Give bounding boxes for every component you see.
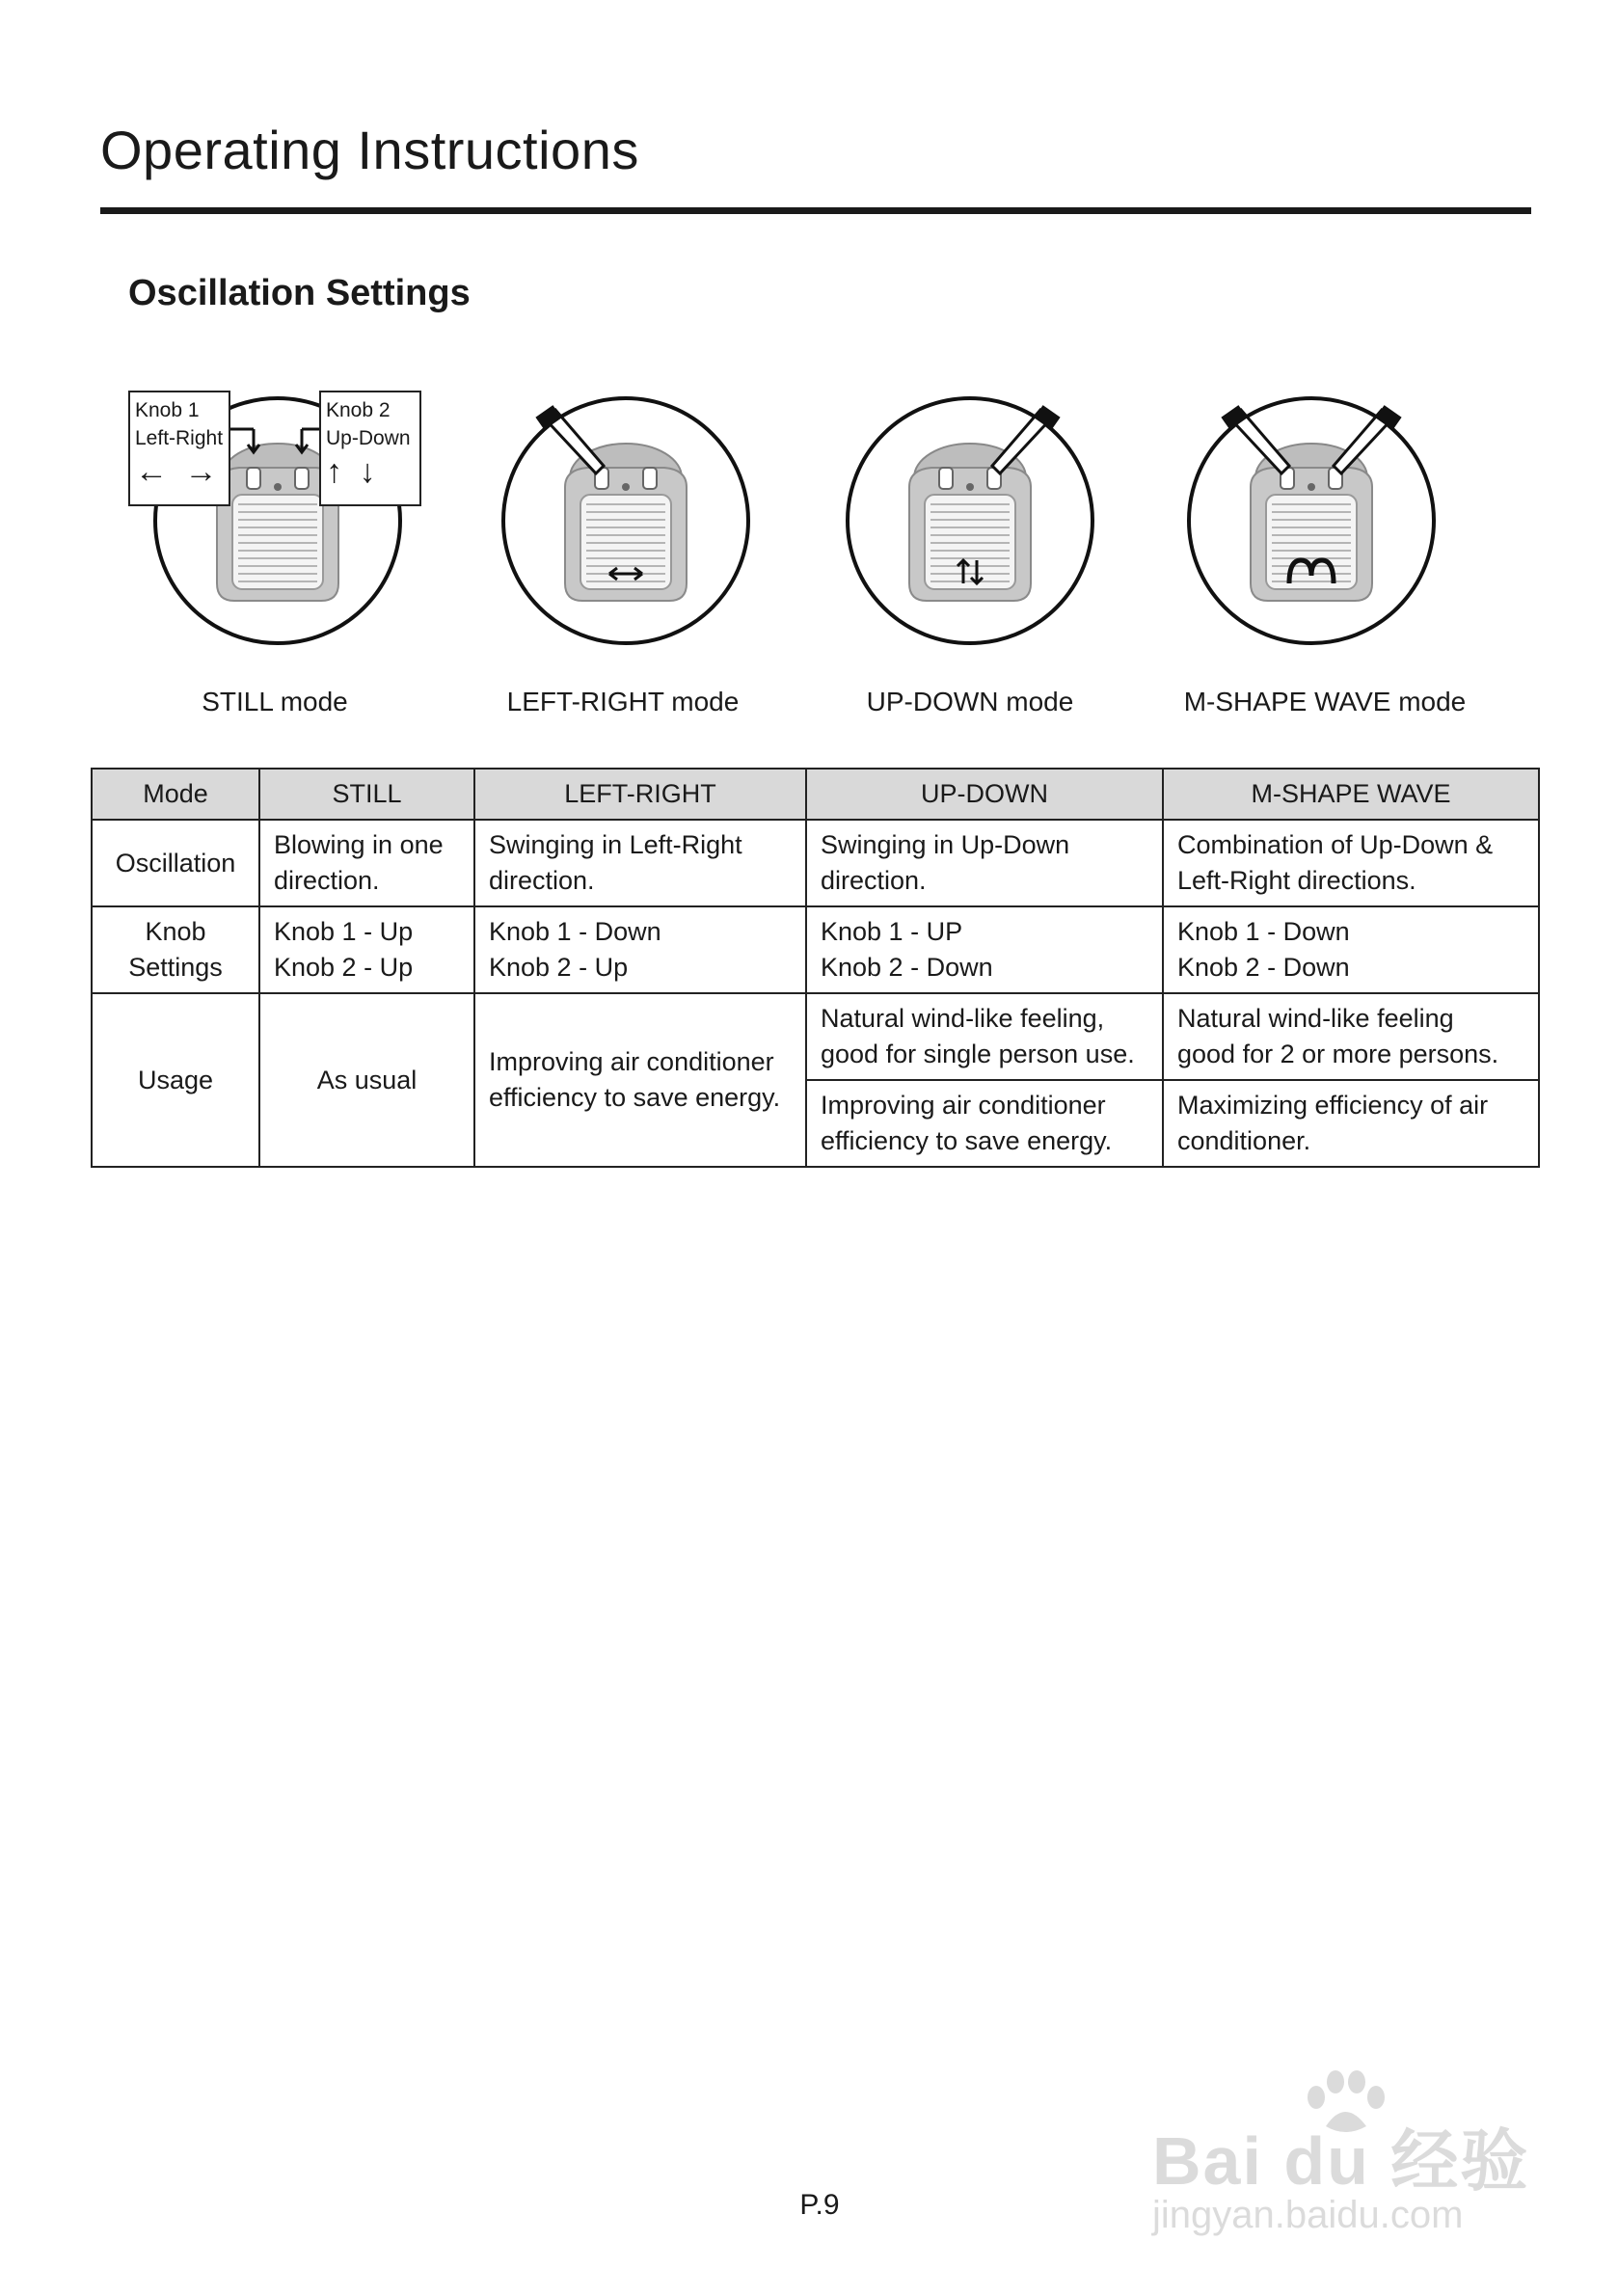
cell-oscillation-left-right: Swinging in Left-Right direction.	[474, 820, 806, 906]
knob2-name: Knob 2	[326, 399, 391, 421]
knob1-name: Knob 1	[135, 399, 200, 421]
table-header-row	[92, 769, 1539, 820]
cell-usage-up-down-2: Improving air conditioner efficiency to save energy.	[806, 1080, 1163, 1167]
knob1-label-box	[128, 391, 230, 506]
cell-oscillation-still: Blowing in one direction.	[259, 820, 474, 906]
row-label-oscillation: Oscillation	[92, 820, 259, 906]
knob2-axis: Up-Down	[326, 427, 411, 449]
table-row-oscillation	[92, 820, 1539, 906]
cell-knob-left-right: Knob 1 - Down Knob 2 - Up	[474, 906, 806, 993]
left-right-mode-fan-illustration	[496, 391, 756, 651]
row-label-knob-settings: Knob Settings	[92, 906, 259, 993]
watermark-url: jingyan.baidu.com	[1152, 2194, 1464, 2236]
header-up-down: UP-DOWN	[806, 769, 1163, 820]
left-right-arrows-icon: ← →	[135, 453, 222, 490]
left-right-mode-caption: LEFT-RIGHT mode	[506, 687, 740, 716]
cell-usage-m-shape-1: Natural wind-like feeling good for 2 or more persons.	[1163, 993, 1539, 1080]
header-still: STILL	[259, 769, 474, 820]
oscillation-settings-table	[91, 768, 1540, 1168]
header-mode: Mode	[92, 769, 259, 820]
m-shape-mode-caption: M-SHAPE WAVE mode	[1183, 687, 1467, 716]
cell-usage-still: As usual	[259, 993, 474, 1167]
knob2-label-box	[319, 391, 421, 506]
still-mode-caption: STILL mode	[202, 687, 348, 716]
cell-oscillation-up-down: Swinging in Up-Down direction.	[806, 820, 1163, 906]
watermark-brand: Bai du 经验	[1152, 2123, 1530, 2199]
knob1-axis: Left-Right	[135, 427, 224, 449]
section-title: Oscillation Settings	[128, 273, 471, 313]
cell-knob-still: Knob 1 - Up Knob 2 - Up	[259, 906, 474, 993]
header-left-right: LEFT-RIGHT	[474, 769, 806, 820]
m-shape-mode-fan-illustration	[1181, 391, 1442, 651]
cell-usage-up-down-1: Natural wind-like feeling, good for single person use.	[806, 993, 1163, 1080]
cell-knob-up-down: Knob 1 - UP Knob 2 - Down	[806, 906, 1163, 993]
page-number: P.9	[799, 2189, 840, 2221]
cell-oscillation-m-shape: Combination of Up-Down & Left-Right directions.	[1163, 820, 1539, 906]
baidu-watermark	[1152, 2068, 1538, 2242]
header-m-shape-wave: M-SHAPE WAVE	[1163, 769, 1539, 820]
table-row-knob-settings	[92, 906, 1539, 993]
up-down-mode-fan-illustration	[840, 391, 1100, 651]
cell-knob-m-shape: Knob 1 - Down Knob 2 - Down	[1163, 906, 1539, 993]
table-row-usage-1	[92, 993, 1539, 1080]
cell-usage-left-right: Improving air conditioner efficiency to save energy.	[474, 993, 806, 1167]
up-down-arrows-icon: ↑ ↓	[326, 453, 380, 490]
page-title: Operating Instructions	[100, 120, 639, 180]
row-label-usage: Usage	[92, 993, 259, 1167]
title-rule	[100, 207, 1531, 214]
up-down-mode-caption: UP-DOWN mode	[866, 687, 1074, 716]
cell-usage-m-shape-2: Maximizing efficiency of air conditioner.	[1163, 1080, 1539, 1167]
